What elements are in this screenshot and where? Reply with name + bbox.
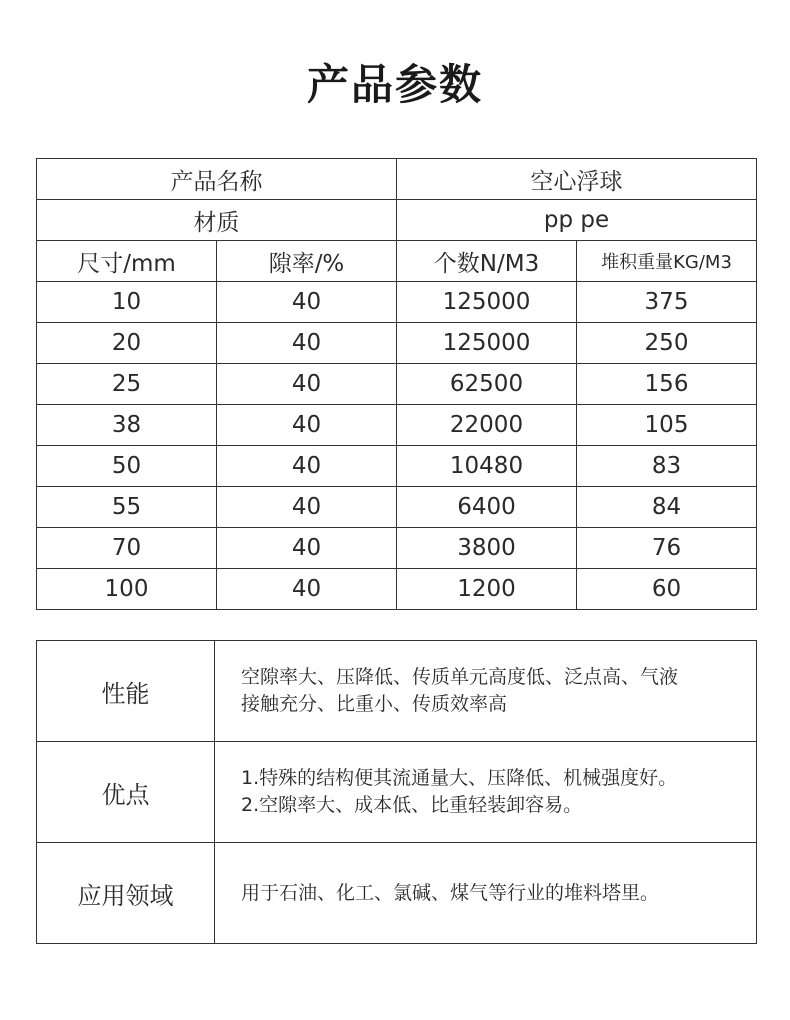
table-row bbox=[37, 569, 757, 610]
table-cell: 22000 bbox=[397, 405, 577, 446]
column-header-count: 个数N/M3 bbox=[397, 241, 577, 282]
table-cell: 125000 bbox=[397, 282, 577, 323]
table-cell: 40 bbox=[217, 446, 397, 487]
table-cell: 125000 bbox=[397, 323, 577, 364]
table-cell: 55 bbox=[37, 487, 217, 528]
spec-table bbox=[36, 158, 757, 610]
table-cell: 40 bbox=[217, 487, 397, 528]
table-cell: 60 bbox=[577, 569, 757, 610]
feature-row bbox=[37, 843, 757, 944]
table-cell: 40 bbox=[217, 569, 397, 610]
table-row bbox=[37, 159, 757, 200]
column-header-voidage: 隙率/% bbox=[217, 241, 397, 282]
table-cell: 40 bbox=[217, 405, 397, 446]
table-cell: 40 bbox=[217, 364, 397, 405]
feature-table-body bbox=[37, 641, 757, 944]
material-value: pp pe bbox=[397, 200, 757, 241]
feature-description-line: 2.空隙率大、成本低、比重轻装卸容易。 bbox=[241, 794, 583, 816]
table-row bbox=[37, 323, 757, 364]
feature-description-line: 用于石油、化工、氯碱、煤气等行业的堆料塔里。 bbox=[241, 881, 660, 904]
feature-label: 应用领域 bbox=[37, 843, 215, 944]
spec-table-body bbox=[37, 282, 757, 610]
feature-description-line: 1.特殊的结构便其流通量大、压降低、机械强度好。 bbox=[241, 767, 678, 789]
table-cell: 10 bbox=[37, 282, 217, 323]
feature-row bbox=[37, 742, 757, 843]
material-label: 材质 bbox=[37, 200, 397, 241]
table-row bbox=[37, 528, 757, 569]
table-cell: 250 bbox=[577, 323, 757, 364]
feature-description bbox=[215, 843, 757, 944]
table-cell: 25 bbox=[37, 364, 217, 405]
table-cell: 83 bbox=[577, 446, 757, 487]
table-row bbox=[37, 282, 757, 323]
feature-description-line: 空隙率大、压降低、传质单元高度低、泛点高、气液 bbox=[241, 666, 679, 688]
feature-label: 性能 bbox=[37, 641, 215, 742]
table-cell: 3800 bbox=[397, 528, 577, 569]
table-row bbox=[37, 405, 757, 446]
table-cell: 1200 bbox=[397, 569, 577, 610]
feature-description bbox=[215, 742, 757, 843]
table-cell: 50 bbox=[37, 446, 217, 487]
table-cell: 375 bbox=[577, 282, 757, 323]
table-row bbox=[37, 446, 757, 487]
table-cell: 62500 bbox=[397, 364, 577, 405]
column-header-weight: 堆积重量KG/M3 bbox=[577, 241, 757, 282]
feature-label: 优点 bbox=[37, 742, 215, 843]
feature-description bbox=[215, 641, 757, 742]
table-cell: 84 bbox=[577, 487, 757, 528]
table-cell: 40 bbox=[217, 528, 397, 569]
product-name-value: 空心浮球 bbox=[397, 159, 757, 200]
product-name-label: 产品名称 bbox=[37, 159, 397, 200]
table-cell: 156 bbox=[577, 364, 757, 405]
table-row bbox=[37, 200, 757, 241]
table-cell: 6400 bbox=[397, 487, 577, 528]
page-title: 产品参数 bbox=[306, 60, 483, 109]
table-header-row bbox=[37, 241, 757, 282]
column-header-size: 尺寸/mm bbox=[37, 241, 217, 282]
table-cell: 40 bbox=[217, 282, 397, 323]
table-cell: 105 bbox=[577, 405, 757, 446]
table-cell: 20 bbox=[37, 323, 217, 364]
table-cell: 10480 bbox=[397, 446, 577, 487]
table-cell: 38 bbox=[37, 405, 217, 446]
table-row bbox=[37, 487, 757, 528]
feature-description-line: 接触充分、比重小、传质效率高 bbox=[241, 693, 508, 715]
table-cell: 100 bbox=[37, 569, 217, 610]
table-row bbox=[37, 364, 757, 405]
table-cell: 76 bbox=[577, 528, 757, 569]
feature-row bbox=[37, 641, 757, 742]
table-cell: 70 bbox=[37, 528, 217, 569]
feature-table bbox=[36, 640, 757, 944]
table-cell: 40 bbox=[217, 323, 397, 364]
